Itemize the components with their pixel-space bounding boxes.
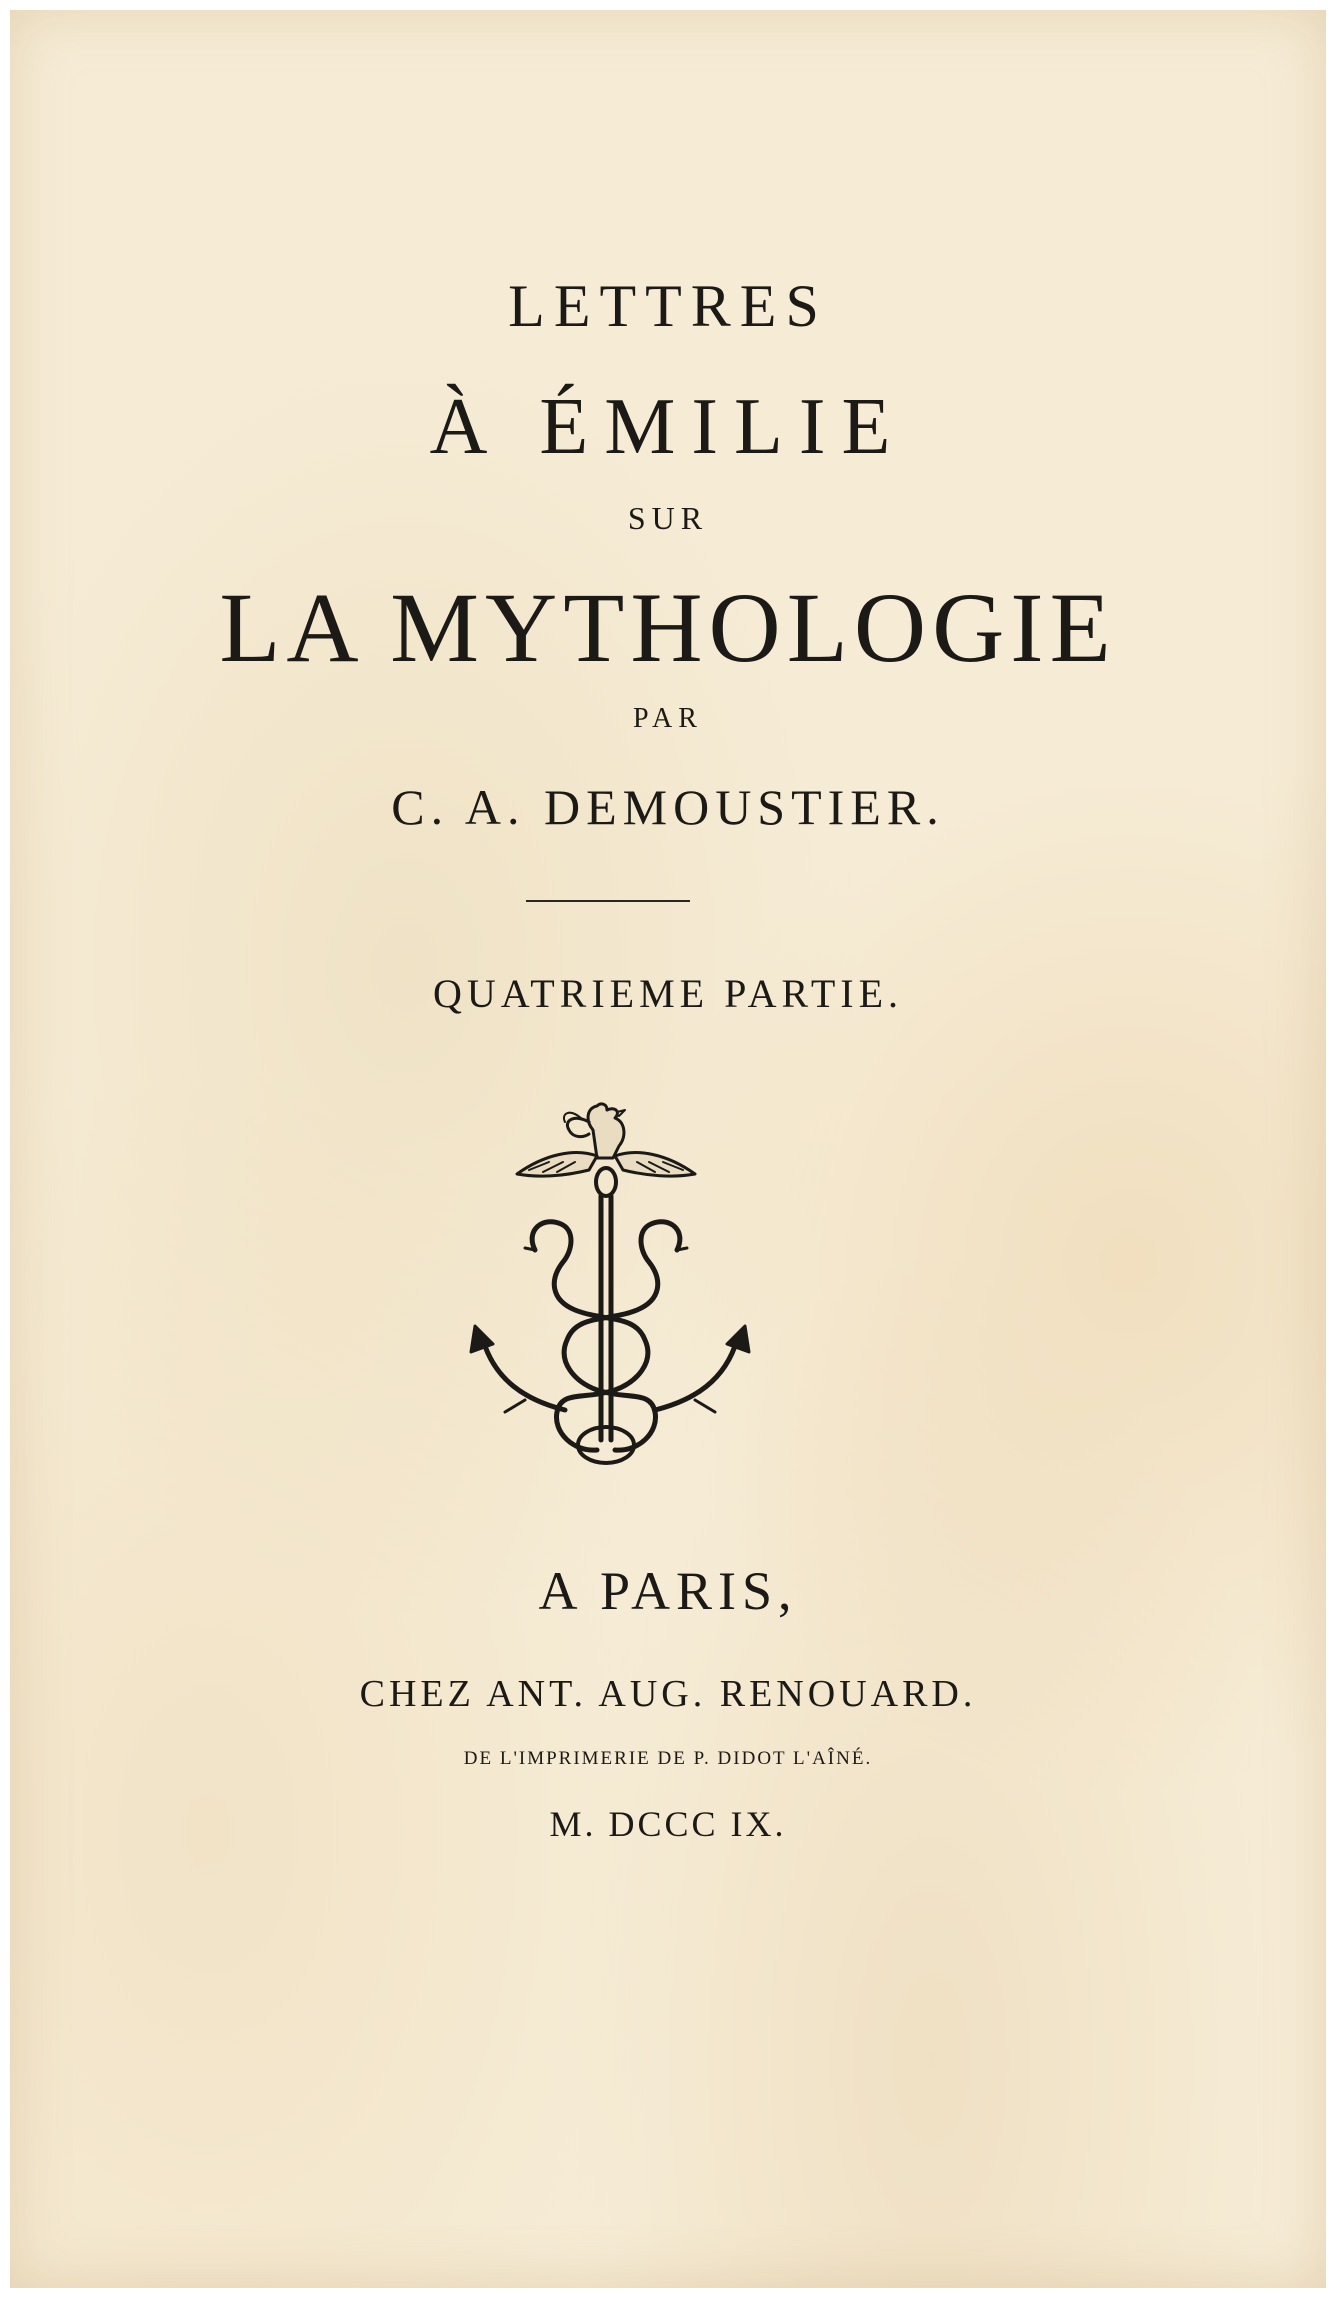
byline-par: PAR [633,703,703,734]
anchor-rooster-serpents-icon [465,1100,755,1480]
title-sur: SUR [627,500,709,536]
title-page [10,10,1326,2288]
part-label: QUATRIEME PARTIE. [432,971,904,1016]
imprint-date: M. DCCC IX. [549,1804,787,1844]
imprint-city: A PARIS, [538,1561,798,1621]
title-a-emilie: À ÉMILIE [429,383,907,471]
author-name: C. A. DEMOUSTIER. [391,779,945,835]
divider-rule [526,900,690,902]
title-la-mythologie: LA MYTHOLOGIE [219,572,1117,683]
imprint-printer: DE L'IMPRIMERIE DE P. DIDOT L'AÎNÉ. [463,1748,873,1769]
imprint-publisher: CHEZ ANT. AUG. RENOUARD. [359,1673,977,1715]
title-lettres: LETTRES [508,273,828,339]
